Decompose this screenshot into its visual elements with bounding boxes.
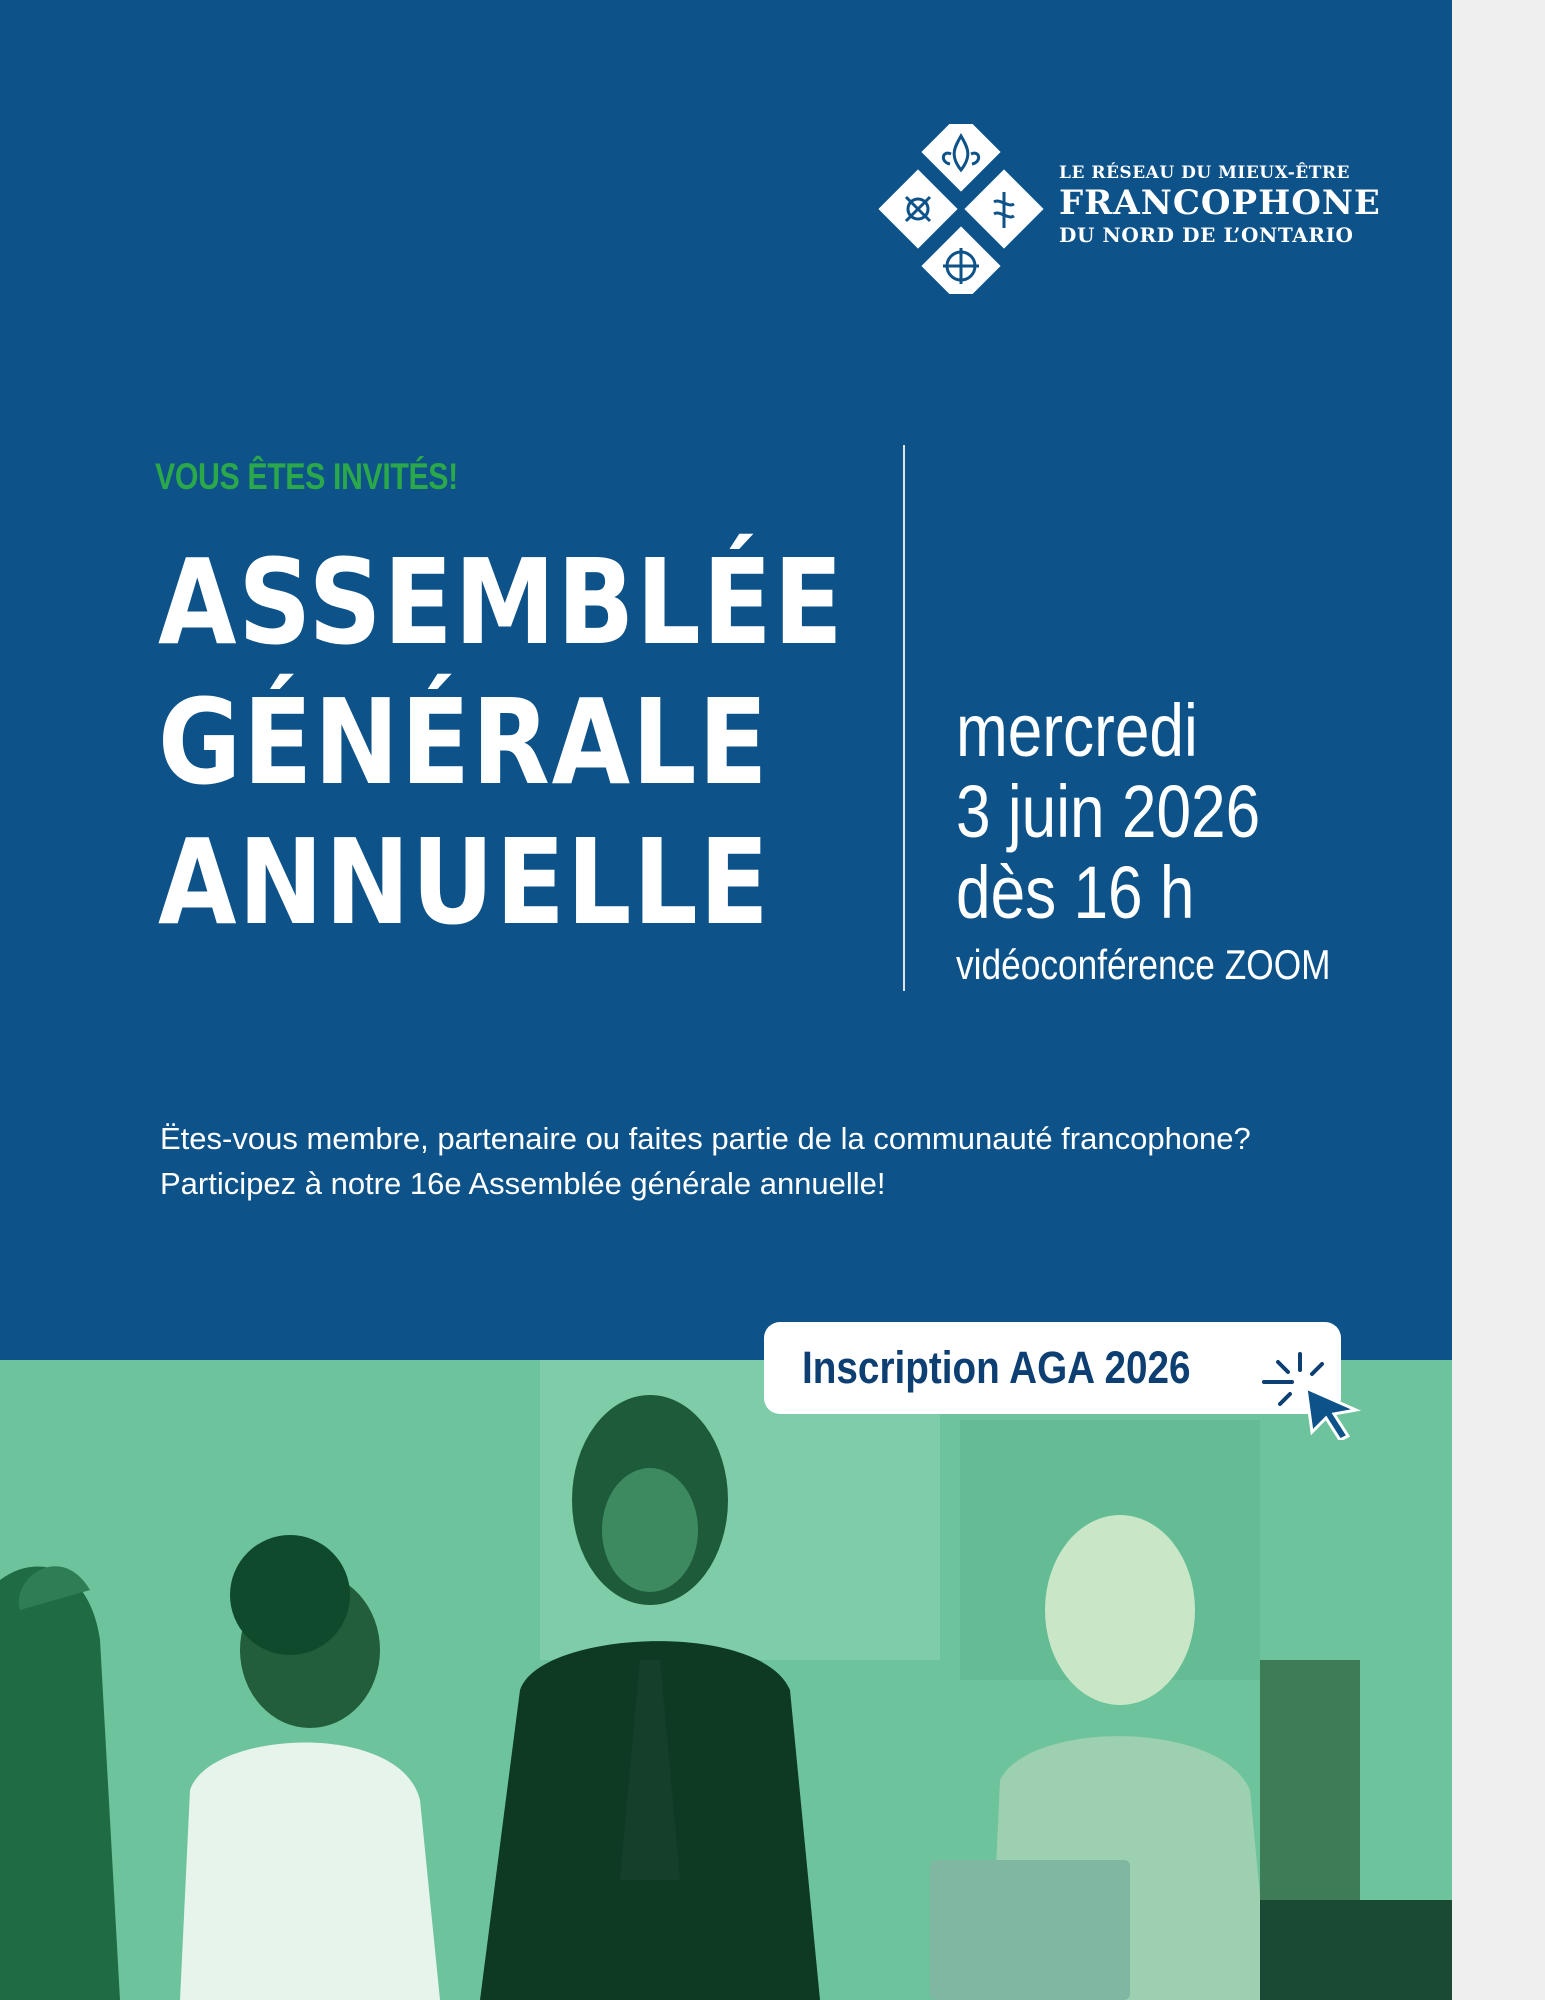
cursor-click-icon (1260, 1340, 1370, 1440)
event-day: mercredi (956, 689, 1198, 772)
event-description (160, 1116, 1251, 1206)
right-margin (1452, 0, 1545, 2000)
meeting-photo-illustration (0, 1360, 1452, 2000)
organization-logo (876, 124, 1381, 294)
event-time: dès 16 h (956, 851, 1195, 934)
brand-line-1: LE RÉSEAU DU MIEUX-ÊTRE (1059, 163, 1350, 183)
meeting-photo (0, 1360, 1452, 2000)
title-line-3: ANNUELLE (158, 813, 771, 951)
event-title (158, 532, 845, 952)
brand-line-3: DU NORD DE L’ONTARIO (1059, 223, 1354, 247)
event-date: 3 juin 2026 (956, 770, 1261, 853)
logo-emblem-icon (876, 124, 1046, 294)
description-line-1: Ëtes-vous membre, partenaire ou faites partie de la communauté francophone? (160, 1121, 1251, 1156)
title-line-1: ASSEMBLÉE (158, 533, 845, 671)
brand-line-2: FRANCOPHONE (1059, 183, 1381, 223)
event-venue: vidéoconférence ZOOM (956, 941, 1331, 988)
vertical-divider (903, 445, 905, 991)
description-line-2: Participez à notre 16e Assemblée générale annuelle! (160, 1166, 886, 1201)
event-details (956, 690, 1331, 995)
logo-wordmark (1059, 162, 1381, 248)
invitation-kicker: VOUS ÊTES INVITÉS! (155, 456, 458, 497)
title-line-2: GÉNÉRALE (158, 673, 770, 811)
registration-button[interactable] (764, 1322, 1341, 1414)
registration-button-label: Inscription AGA 2026 (802, 1342, 1191, 1393)
